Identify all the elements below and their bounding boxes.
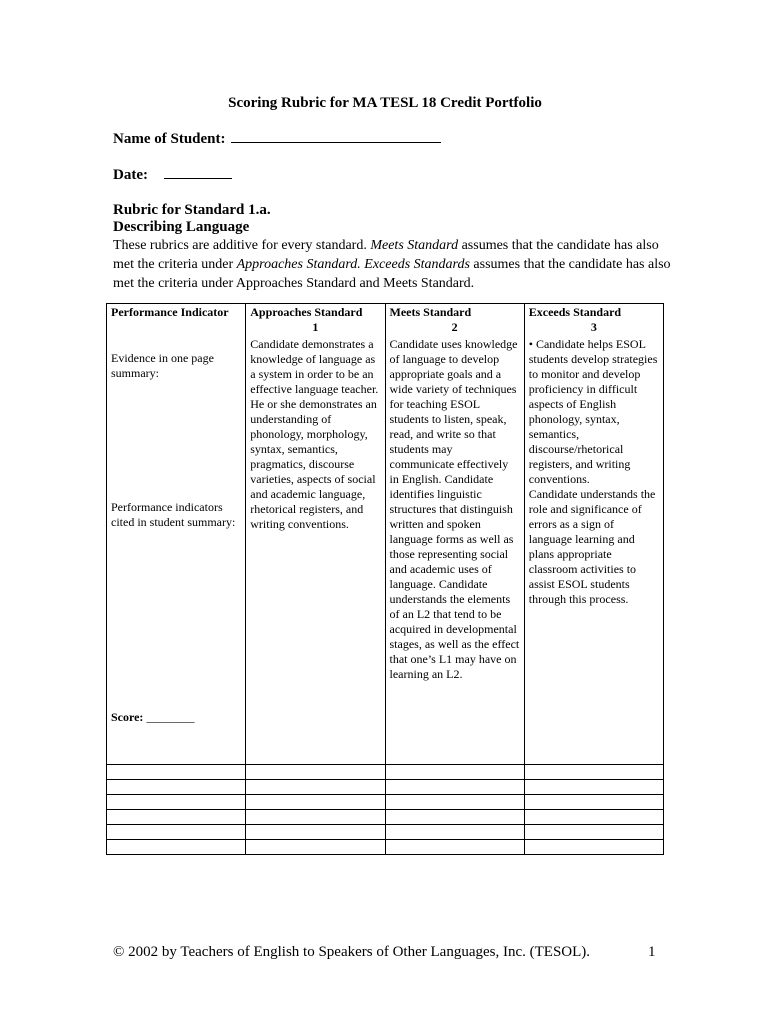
score-blank: ________	[146, 710, 195, 724]
rubric-heading: Rubric for Standard 1.a.	[113, 202, 271, 218]
score-label: Score:	[111, 710, 144, 724]
blank-row	[107, 765, 664, 780]
page-number: 1	[648, 944, 656, 960]
header-meets: Meets Standard 2	[385, 304, 524, 336]
rubric-subheading: Describing Language	[113, 219, 250, 235]
score-field	[111, 710, 194, 725]
student-name-field	[113, 131, 441, 148]
header-performance: Performance Indicator	[107, 304, 246, 336]
blank-row	[107, 795, 664, 810]
blank-row	[107, 780, 664, 795]
indicator-cell	[107, 335, 246, 765]
student-name-blank	[231, 141, 441, 143]
exceeds-text-2: Candidate understands the role and significance of errors as a sign of language learning and plans appropriate classroom activities to assist ESOL students through this process.	[528, 487, 656, 606]
header-exceeds: Exceeds Standard 3	[524, 304, 663, 336]
rubric-table	[106, 303, 664, 855]
approaches-cell: Candidate demonstrates a knowledge of language as a system in order to be an effective language teacher. He or she demonstrates an understanding of phonology, morphology, syntax, semantics, pragmatics, discourse varieties, aspects of social and academic language, rhetorical registers, and writing conventions.	[246, 335, 385, 765]
exceeds-cell	[524, 335, 663, 765]
blank-row	[107, 840, 664, 855]
meets-cell: Candidate uses knowledge of language to develop appropriate goals and a wide variety of techniques for teaching ESOL students to listen, speak, read, and write so that students may communicate effectively in English. Candidate identifies linguistic structures that distinguish written and spoken language forms as well as those representing social and academic uses of language. Candidate understands the elements of an L2 that tend to be acquired in developmental stages, as well as the effect that one’s L1 may have on learning an L2.	[385, 335, 524, 765]
evidence-label: Evidence in one page summary:	[111, 351, 214, 380]
student-name-label: Name of Student:	[113, 131, 226, 147]
date-field	[113, 167, 232, 184]
date-label: Date:	[113, 167, 148, 183]
intro-paragraph: These rubrics are additive for every standard. Meets Standard assumes that the candidate has also met the criteria under Approaches Standard. Exceeds Standards assumes that the candidate has also met the criteria under Approaches Standard and Meets Standard.	[113, 238, 671, 291]
date-blank	[164, 177, 232, 179]
blank-row	[107, 810, 664, 825]
exceeds-text-1: • Candidate helps ESOL students develop strategies to monitor and develop proficiency in difficult aspects of English phonology, syntax, semantics, discourse/rhetorical registers, and writing conventions.	[528, 337, 658, 486]
table-row	[107, 335, 664, 765]
footer-copyright: © 2002 by Teachers of English to Speakers of Other Languages, Inc. (TESOL).	[113, 944, 591, 960]
document-title: Scoring Rubric for MA TESL 18 Credit Portfolio	[228, 95, 542, 111]
header-approaches: Approaches Standard 1	[246, 304, 385, 336]
blank-row	[107, 825, 664, 840]
table-header-row	[107, 304, 664, 336]
cited-label: Performance indicators cited in student summary:	[111, 500, 236, 529]
